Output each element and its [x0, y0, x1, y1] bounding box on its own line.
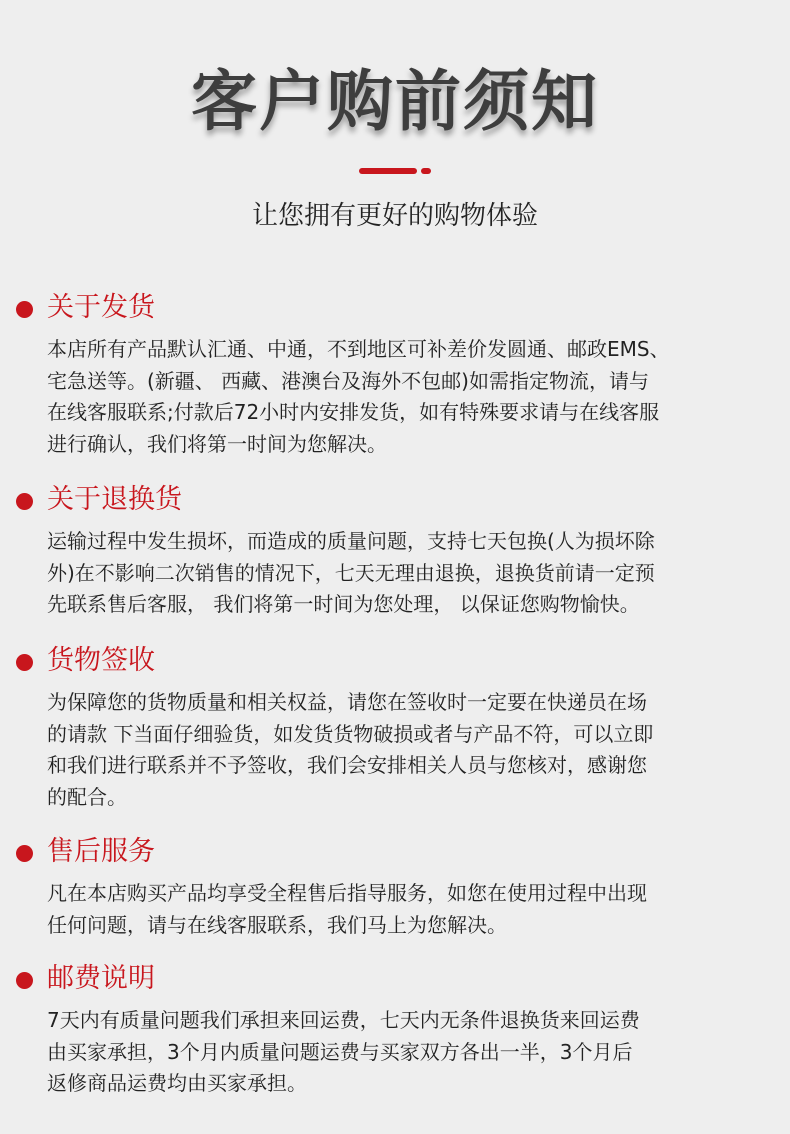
- bullet-dot-icon: [16, 654, 33, 671]
- section-heading: [0, 959, 790, 999]
- bullet-dot-icon: [16, 301, 33, 318]
- section-title: 关于发货: [47, 292, 155, 323]
- bullet-dot-icon: [16, 972, 33, 989]
- section-body: 7天内有质量问题我们承担来回运费，七天内无条件退换货来回运费 由买家承担，3个月内质量问题运费与买家双方各出一半，3个月后 返修商品运费均由买家承担。: [47, 1008, 640, 1095]
- section-body: 凡在本店购买产品均享受全程售后指导服务，如您在使用过程中出现 任何问题，请与在线客服联系，我们马上为您解决。: [47, 881, 647, 937]
- section-heading: [0, 480, 790, 520]
- title-divider-short: [421, 168, 431, 174]
- section-heading: [0, 832, 790, 872]
- section-heading: [0, 288, 790, 328]
- section-postage: [0, 959, 790, 1100]
- bullet-dot-icon: [16, 493, 33, 510]
- section-title: 售后服务: [47, 836, 155, 867]
- page-subtitle: 让您拥有更好的购物体验: [251, 201, 538, 231]
- section-receipt: [0, 641, 790, 813]
- section-heading: [0, 641, 790, 681]
- section-title: 邮费说明: [47, 963, 155, 994]
- bullet-dot-icon: [16, 845, 33, 862]
- section-body: 本店所有产品默认汇通、中通，不到地区可补差价发圆通、邮政EMS、 宅急送等。(新疆、 西藏、港澳台及海外不包邮)如需指定物流，请与 在线客服联系;付款后72小时内安排发货，如有特殊要求请与在线客服 进行确认，我们将第一时间为您解决。: [47, 337, 670, 456]
- section-title: 货物签收: [47, 645, 155, 676]
- section-returns: [0, 480, 790, 621]
- section-body: 运输过程中发生损坏，而造成的质量问题，支持七天包换(人为损坏除 外)在不影响二次销售的情况下，七天无理由退换，退换货前请一定预 先联系售后客服， 我们将第一时间为您处理， 以保证您购物愉快。: [47, 529, 655, 616]
- title-divider-long: [359, 168, 417, 174]
- section-body: 为保障您的货物质量和相关权益，请您在签收时一定要在快递员在场 的请款 下当面仔细验货，如发货货物破损或者与产品不符，可以立即 和我们进行联系并不予签收，我们会安排相关人员与您核对，感谢您 的配合。: [47, 690, 654, 809]
- section-shipping: [0, 288, 790, 460]
- section-after-sales: [0, 832, 790, 941]
- page-title: 客户购前须知: [191, 63, 599, 140]
- section-title: 关于退换货: [47, 484, 182, 515]
